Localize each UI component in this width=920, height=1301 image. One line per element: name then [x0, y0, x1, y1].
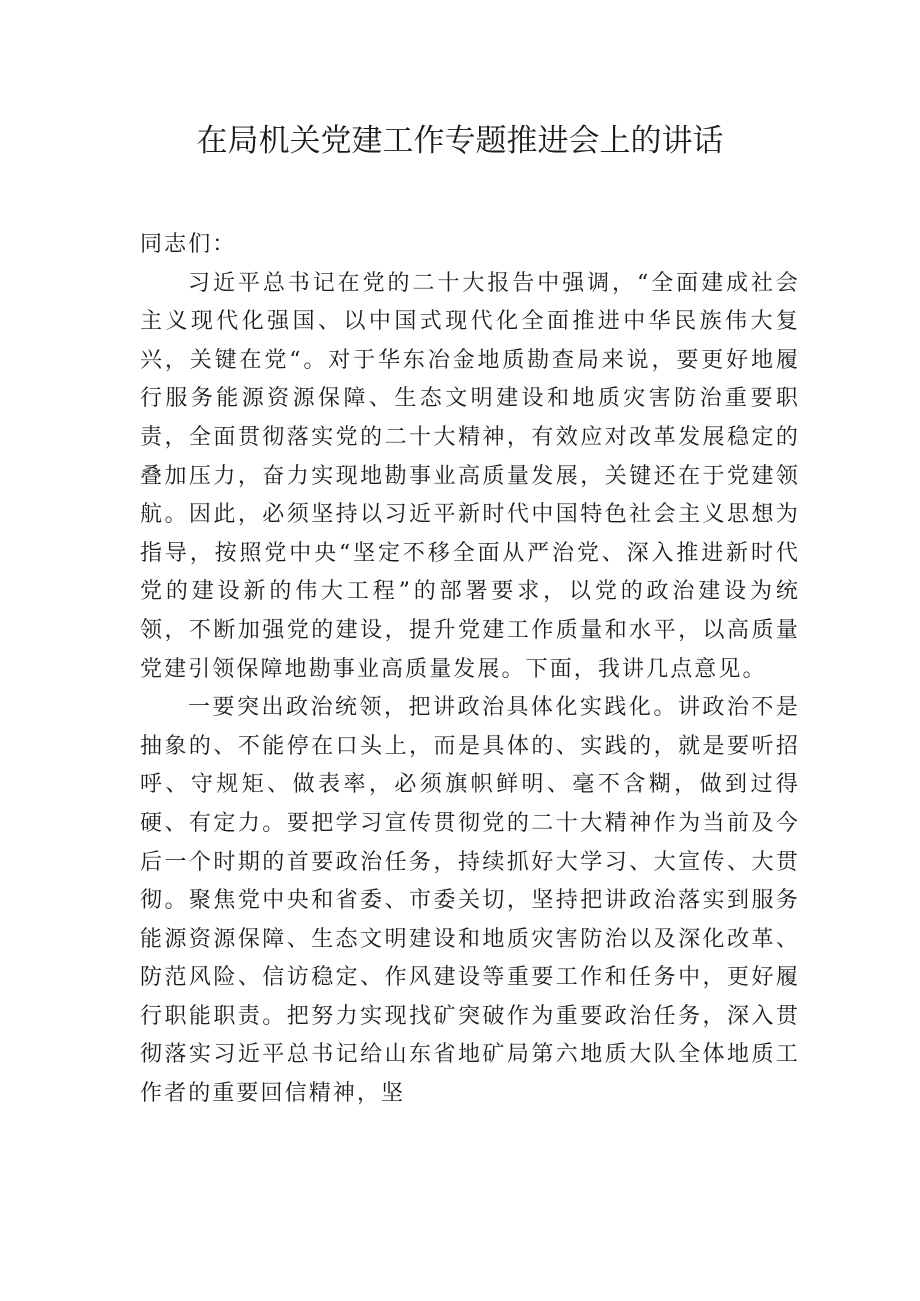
document-title: 在局机关党建工作专题推进会上的讲话	[196, 123, 724, 159]
salutation: 同志们：	[140, 232, 237, 257]
paragraph-political-leadership: 一要突出政治统领，把讲政治具体化实践化。讲政治不是抽象的、不能停在口头上，而是具体的、实践的，就是要听招呼、守规矩、做表率，必须旗帜鲜明、毫不含糊，做到过得硬、有定力。要把学习宣传贯彻党的二十大精神作为当前及今后一个时期的首要政治任务，持续抓好大学习、大宣传、大贯彻。聚焦党中央和省委、市委关切，坚持把讲政治落实到服务能源资源保障、生态文明建设和地质灾害防治以及深化改革、防范风险、信访稳定、作风建设等重要工作和任务中，更好履行职能职责。把努力实现找矿突破作为重要政治任务，深入贯彻落实习近平总书记给山东省地矿局第六地质大队全体地质工作者的重要回信精神，坚	[140, 695, 800, 1107]
paragraph-intro: 习近平总书记在党的二十大报告中强调，“全面建成社会主义现代化强国、以中国式现代化全面推进中华民族伟大复兴，关键在党“。对于华东冶金地质勘查局来说，要更好地履行服务能源资源保障、生态文明建设和地质灾害防治重要职责，全面贯彻落实党的二十大精神，有效应对改革发展稳定的叠加压力，奋力实现地勘事业高质量发展，关键还在于党建领航。因此，必须坚持以习近平新时代中国特色社会主义思想为指导，按照党中央“坚定不移全面从严治党、深入推进新时代党的建设新的伟大工程”的部署要求，以党的政治建设为统领，不断加强党的建设，提升党建工作质量和水平，以高质量党建引领保障地勘事业高质量发展。下面，我讲几点意见。	[140, 270, 800, 682]
document-body	[140, 226, 800, 1114]
